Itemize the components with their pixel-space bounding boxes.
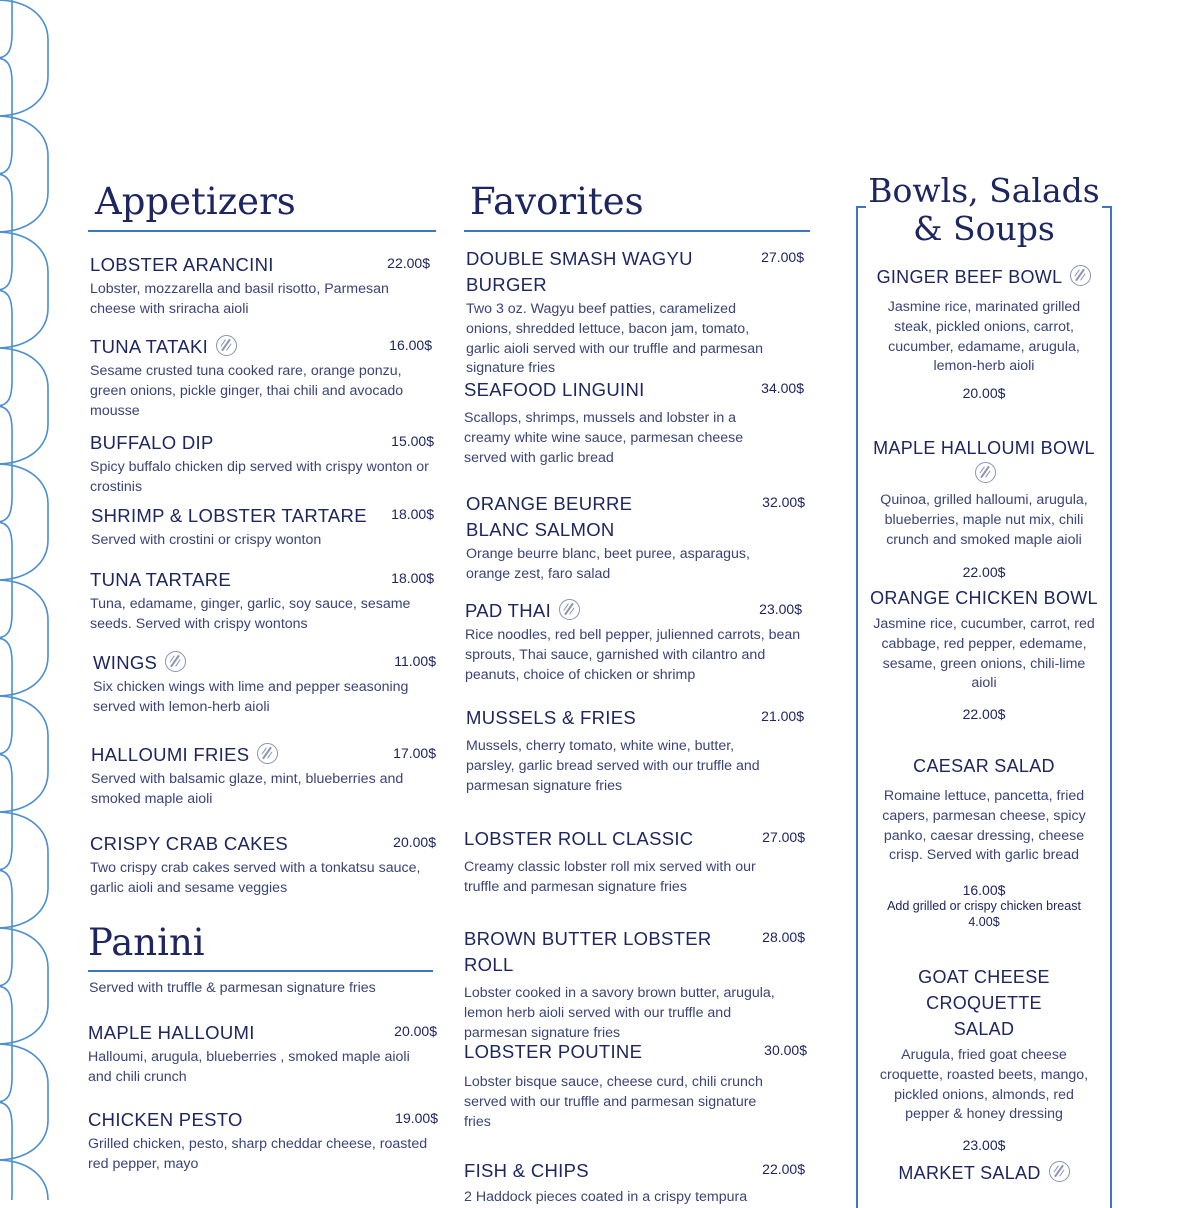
item-description: Served with crostini or crispy wonton bbox=[91, 532, 322, 548]
item-name: SEAFOOD LINGUINI bbox=[464, 379, 645, 400]
item-description: Two crispy crab cakes served with a tonkatsu sauce, garlic aioli and sesame veggies bbox=[90, 860, 421, 896]
item-price: 22.00$ bbox=[962, 564, 1006, 581]
add-on-price: 4.00$ bbox=[968, 915, 1000, 930]
item-description: Jasmine rice, cucumber, carrot, red cabbage, red pepper, edemame, sesame, green onions, chili-lime aioli bbox=[873, 616, 1095, 692]
item-name: DOUBLE SMASH WAGYU BURGER bbox=[466, 248, 693, 295]
menu-item bbox=[466, 705, 804, 796]
bowl-item bbox=[866, 585, 1102, 722]
item-price: 22.00$ bbox=[962, 706, 1006, 723]
item-price: 21.00$ bbox=[761, 708, 804, 724]
section-title: Panini bbox=[88, 921, 205, 964]
appetizers-section bbox=[88, 180, 436, 896]
title-line: Bowls, Salads bbox=[868, 171, 1100, 210]
item-description: Mussels, cherry tomato, white wine, butter, parsley, garlic bread served with our truffle and parmesan signature fries bbox=[466, 738, 760, 794]
item-description: Sesame crusted tuna cooked rare, orange ponzu, green onions, pickle ginger, thai chili and avocado mousse bbox=[90, 363, 404, 419]
pattern-arc bbox=[0, 928, 48, 1044]
pattern-arc bbox=[0, 464, 48, 580]
item-price: 28.00$ bbox=[762, 929, 805, 945]
gluten-free-icon bbox=[559, 599, 580, 620]
menu-item bbox=[464, 1158, 805, 1208]
item-description: Lobster cooked in a savory brown butter, arugula, lemon herb aioli served with our truffle and parmesan signature fries bbox=[464, 985, 775, 1041]
item-price: 30.00$ bbox=[764, 1042, 807, 1058]
item-name: TUNA TATAKI bbox=[90, 336, 209, 357]
menu-item bbox=[90, 252, 430, 320]
pattern-arc bbox=[0, 116, 48, 232]
pattern-arc bbox=[0, 1044, 48, 1160]
gluten-free-icon bbox=[1070, 265, 1091, 286]
item-price: 20.00$ bbox=[962, 385, 1006, 402]
item-price: 18.00$ bbox=[391, 506, 434, 522]
item-price: 22.00$ bbox=[387, 255, 430, 271]
decorative-pattern bbox=[0, 0, 52, 1200]
pattern-arc bbox=[0, 1102, 12, 1200]
section-subtitle: Served with truffle & parmesan signature fries bbox=[89, 980, 376, 996]
item-description: Halloumi, arugula, blueberries , smoked maple aioli and chili crunch bbox=[88, 1049, 410, 1085]
gluten-free-icon bbox=[216, 335, 237, 356]
item-description: Two 3 oz. Wagyu beef patties, caramelized onions, shredded lettuce, bacon jam, tomato, garlic aioli served with our truffle and parmesan signature fries bbox=[466, 301, 764, 377]
appetizers-header bbox=[88, 180, 436, 232]
item-description: Orange beurre blanc, beet puree, asparagus, orange zest, faro salad bbox=[466, 546, 750, 582]
menu-item bbox=[466, 491, 805, 585]
item-description: Six chicken wings with lime and pepper seasoning served with lemon-herb aioli bbox=[93, 679, 409, 715]
item-name: SHRIMP & LOBSTER TARTARE bbox=[91, 505, 367, 526]
item-price: 11.00$ bbox=[394, 653, 436, 669]
item-name: BROWN BUTTER LOBSTER ROLL bbox=[464, 928, 712, 975]
gluten-free-icon bbox=[975, 462, 996, 483]
item-name: CHICKEN PESTO bbox=[88, 1109, 243, 1130]
item-name: MUSSELS & FRIES bbox=[466, 707, 637, 728]
item-name: LOBSTER ARANCINI bbox=[90, 254, 274, 275]
pattern-arc bbox=[0, 232, 48, 348]
item-name: MAPLE HALLOUMI BOWL bbox=[873, 438, 1095, 458]
menu-item bbox=[93, 650, 436, 718]
bowl-item bbox=[866, 264, 1102, 401]
item-description: Scallops, shrimps, mussels and lobster in a creamy white wine sauce, parmesan cheese served with garlic bread bbox=[464, 410, 744, 466]
item-name: CRISPY CRAB CAKES bbox=[90, 833, 289, 854]
add-on-note: Add grilled or crispy chicken breast bbox=[887, 899, 1081, 914]
menu-item bbox=[464, 1039, 807, 1132]
item-name: LOBSTER POUTINE bbox=[464, 1041, 643, 1062]
pattern-arc bbox=[0, 812, 48, 928]
item-description: Spicy buffalo chicken dip served with crispy wonton or crostinis bbox=[90, 459, 429, 495]
item-name: GINGER BEEF BOWL bbox=[876, 267, 1063, 287]
item-price: 20.00$ bbox=[394, 1023, 437, 1039]
menu-item bbox=[464, 377, 804, 468]
menu-item bbox=[466, 246, 804, 379]
panini-section bbox=[88, 920, 438, 1172]
item-price: 18.00$ bbox=[391, 570, 434, 586]
bowl-item bbox=[866, 964, 1102, 1153]
bowls-section-title bbox=[856, 172, 1112, 248]
menu-item bbox=[88, 1020, 437, 1088]
menu-item bbox=[464, 926, 805, 1043]
item-name: ORANGE CHICKEN BOWL bbox=[870, 588, 1098, 608]
item-price: 17.00$ bbox=[393, 745, 436, 761]
pattern-arc bbox=[0, 0, 12, 58]
title-line: & Soups bbox=[913, 209, 1055, 248]
item-price: 15.00$ bbox=[391, 433, 434, 449]
section-title: Favorites bbox=[470, 180, 644, 223]
item-price: 32.00$ bbox=[762, 494, 805, 510]
item-description: Grilled chicken, pesto, sharp cheddar cheese, roasted red pepper, mayo bbox=[88, 1136, 428, 1172]
item-price: 20.00$ bbox=[393, 834, 436, 850]
item-description: Served with balsamic glaze, mint, blueberries and smoked maple aioli bbox=[91, 771, 404, 807]
item-description: 2 Haddock pieces coated in a crispy tempura bbox=[464, 1189, 748, 1205]
bowl-item bbox=[866, 435, 1102, 580]
item-price: 22.00$ bbox=[762, 1161, 805, 1177]
bowl-item bbox=[866, 753, 1102, 930]
menu-item bbox=[88, 1107, 438, 1175]
gluten-free-icon bbox=[1049, 1161, 1070, 1182]
menu-item bbox=[465, 598, 802, 685]
item-price: 27.00$ bbox=[761, 249, 804, 265]
item-price: 19.00$ bbox=[395, 1110, 438, 1126]
bowl-item bbox=[866, 1160, 1102, 1186]
item-name: PAD THAI bbox=[465, 600, 552, 621]
menu-item bbox=[90, 430, 434, 498]
item-price: 16.00$ bbox=[389, 337, 432, 353]
item-name: MARKET SALAD bbox=[898, 1163, 1041, 1183]
pattern-arc bbox=[0, 1160, 48, 1200]
item-price: 23.00$ bbox=[962, 1137, 1006, 1154]
item-name: FISH & CHIPS bbox=[464, 1160, 589, 1181]
favorites-section bbox=[464, 180, 810, 1205]
panini-header bbox=[88, 920, 433, 972]
menu-item bbox=[90, 567, 434, 635]
item-description: Creamy classic lobster roll mix served with our truffle and parmesan signature fries bbox=[464, 859, 756, 895]
item-description: Lobster, mozzarella and basil risotto, Parmesan cheese with sriracha aioli bbox=[90, 281, 389, 317]
item-description: Jasmine rice, marinated grilled steak, pickled onions, carrot, cucumber, edamame, arugula, lemon-herb aioli bbox=[887, 299, 1081, 375]
item-name: LOBSTER ROLL CLASSIC bbox=[464, 828, 694, 849]
item-price: 16.00$ bbox=[962, 882, 1006, 899]
item-description: Romaine lettuce, pancetta, fried capers, parmesan cheese, spicy panko, caesar dressing, cheese crisp. Served with garlic bread bbox=[882, 788, 1086, 864]
gluten-free-icon bbox=[257, 743, 278, 764]
pattern-arc bbox=[0, 348, 48, 464]
menu-item bbox=[91, 742, 436, 810]
pattern-arc bbox=[0, 580, 48, 696]
item-price: 23.00$ bbox=[759, 601, 802, 617]
item-name: GOAT CHEESE CROQUETTE SALAD bbox=[918, 967, 1050, 1039]
favorites-header bbox=[464, 180, 810, 232]
item-name: ORANGE BEURRE BLANC SALMON bbox=[466, 493, 633, 540]
menu-item bbox=[90, 831, 436, 899]
item-price: 27.00$ bbox=[762, 829, 805, 845]
item-description: Rice noodles, red bell pepper, julienned carrots, bean sprouts, Thai sauce, garnished with cilantro and peanuts, choice of chicken or shrimp bbox=[465, 627, 801, 683]
menu-item bbox=[91, 503, 434, 551]
item-name: TUNA TARTARE bbox=[90, 569, 232, 590]
pattern-arc bbox=[0, 696, 48, 812]
pattern-arc bbox=[0, 0, 48, 116]
item-name: BUFFALO DIP bbox=[90, 432, 214, 453]
item-price: 34.00$ bbox=[761, 380, 804, 396]
item-description: Arugula, fried goat cheese croquette, roasted beets, mango, pickled onions, almonds, red pepper & honey dressing bbox=[879, 1047, 1089, 1123]
item-name: MAPLE HALLOUMI bbox=[88, 1022, 255, 1043]
section-title: Appetizers bbox=[95, 180, 296, 223]
item-description: Quinoa, grilled halloumi, arugula, blueberries, maple nut mix, chili crunch and smoked maple aioli bbox=[880, 492, 1088, 548]
gluten-free-icon bbox=[165, 651, 186, 672]
item-name: CAESAR SALAD bbox=[913, 756, 1055, 776]
menu-item bbox=[464, 826, 805, 898]
item-name: HALLOUMI FRIES bbox=[91, 744, 250, 765]
item-description: Lobster bisque sauce, cheese curd, chili crunch served with our truffle and parmesan signature fries bbox=[464, 1074, 763, 1130]
item-description: Tuna, edamame, ginger, garlic, soy sauce, sesame seeds. Served with crispy wontons bbox=[90, 596, 411, 632]
item-name: WINGS bbox=[93, 652, 158, 673]
menu-item bbox=[90, 334, 432, 421]
